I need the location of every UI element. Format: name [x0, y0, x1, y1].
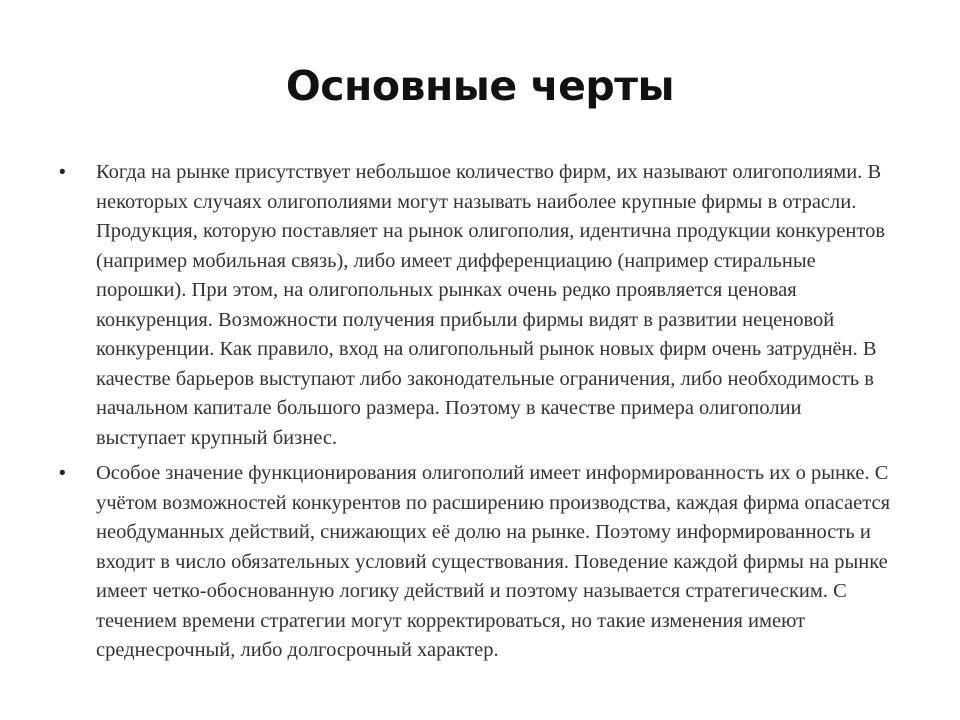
bullet-list — [56, 158, 896, 672]
bullet-dot-icon: • — [59, 463, 66, 484]
bullet-text: Когда на рынке присутствует небольшое количество фирм, их называют олигополиями. В некоторых случаях олигополиями могут называть наиболее крупные фирмы в отрасли. Продукция, которую поставляет на рынок олигополия, идентична продукции конкурентов (например мобильная связь), либо имеет дифференциацию (например стиральные порошки). При этом, на олигопольных рынках очень редко проявляется ценовая конкуренция. Возможности получения прибыли фирмы видят в развитии неценовой конкуренции. Как правило, вход на олигопольный рынок новых фирм очень затруднён. В качестве барьеров выступают либо законодательные ограничения, либо необходимость в начальном капитале большого размера. Поэтому в качестве примера олигополии выступает крупный бизнес. — [96, 161, 886, 449]
bullet-text: Особое значение функционирования олигополий имеет информированность их о рынке. С учётом возможностей конкурентов по расширению производства, каждая фирма опасается необдуманных действий, снижающих её долю на рынке. Поэтому информированность и входит в число обязательных условий существования. Поведение каждой фирмы на рынке имеет четко-обоснованную логику действий и поэтому называется стратегическим. С течением времени стратегии могут корректироваться, но такие изменения имеют среднесрочный, либо долгосрочный характер. — [96, 462, 890, 661]
bullet-dot-icon: • — [59, 162, 66, 183]
bullet-item-oligopoly-definition — [56, 158, 896, 453]
bullet-item-market-awareness — [56, 459, 896, 666]
slide-title: Основные черты — [285, 62, 675, 110]
